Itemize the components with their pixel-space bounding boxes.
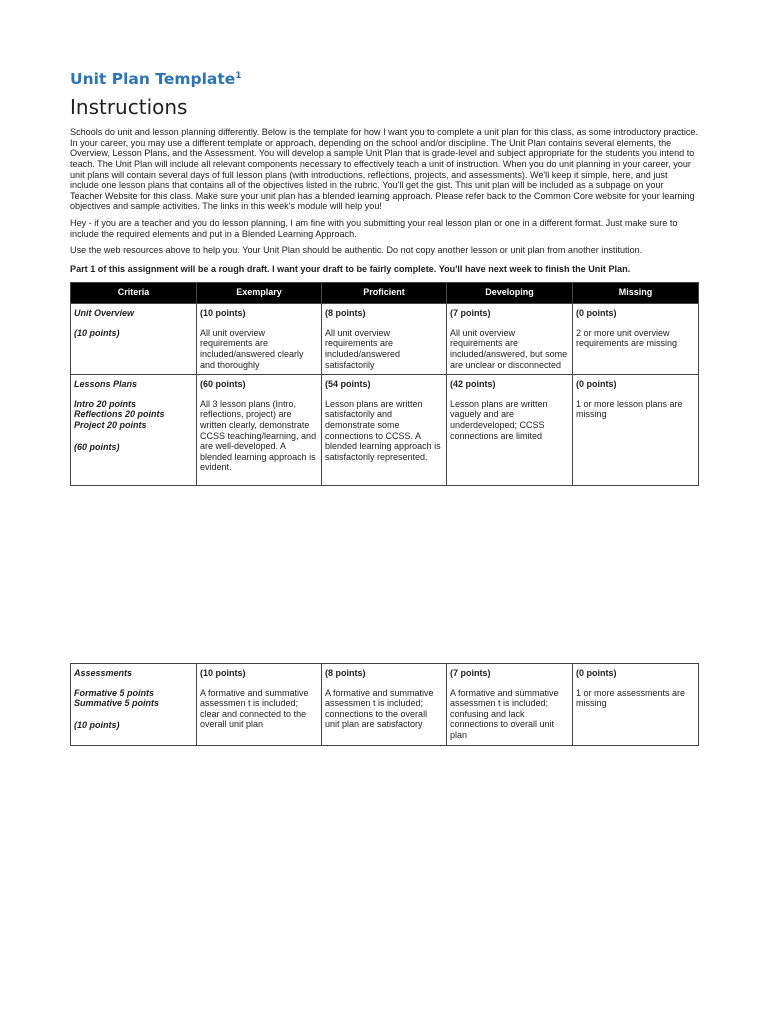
cell-description: A formative and summative assessmen t is included; clear and connected to the overall unit plan [200, 687, 309, 730]
criteria-points: (10 points) [74, 327, 120, 338]
header-criteria: Criteria [71, 283, 197, 304]
intro-paragraph: Schools do unit and lesson planning differently. Below is the template for how I want you to complete a unit plan for this class, as some introductory practice. In your career, you may use a different template or approach, depending on the school and/or discipline. The Unit Plan contains several elements, the Overview, Lesson Plans, and the Assessment. You will develop a sample Unit Plan that is grade-level and subject appropriate for the students you intend to teach. The Unit Plan will include all relevant components necessary to effectively teach a unit of instruction. When you do unit planning in your career, your unit plans will contain several days of full lesson plans (with introductions, reflections, projects, and assessments). We'll keep it simple, here, and just include one lesson plans that contains all of the objectives listed in the rubric. You'll get the gist. This unit plan will be included as a subpage on your Teacher Website for this class. Make sure your unit plan has a blended learning approach. Please refer back to the Common Core website for your learning objectives and sample activities. The links in this week's module will help you! [70, 127, 698, 212]
instructions-heading: Instructions [70, 95, 188, 120]
table-row-assessments [71, 664, 699, 746]
cell-points: (7 points) [450, 668, 491, 678]
cell-points: (7 points) [450, 308, 491, 319]
cell-points: (8 points) [325, 668, 366, 678]
header-proficient: Proficient [322, 283, 447, 304]
cell-points: (60 points) [200, 379, 246, 390]
cell-points: (10 points) [200, 668, 246, 678]
exemplary-cell [197, 375, 322, 486]
cell-points: (10 points) [200, 308, 246, 319]
exemplary-cell [197, 664, 322, 746]
footnote-marker: 1 [235, 71, 242, 81]
draft-note: Part 1 of this assignment will be a rough draft. I want your draft to be fairly complete. You'll have next week to finish the Unit Plan. [70, 263, 631, 274]
proficient-cell [322, 375, 447, 486]
cell-points: (0 points) [576, 379, 617, 390]
criteria-cell [71, 304, 197, 375]
cell-points: (8 points) [325, 308, 366, 319]
criteria-title: Lessons Plans [74, 379, 138, 390]
developing-cell [447, 304, 573, 375]
cell-points: (0 points) [576, 308, 617, 319]
proficient-cell [322, 304, 447, 375]
cell-description: 2 or more unit overview requirements are missing [576, 327, 678, 349]
document-title-text: Unit Plan Template [70, 70, 236, 89]
rubric-table [70, 282, 699, 486]
cell-description: All unit overview requirements are included/answered satisfactorily [325, 327, 401, 370]
criteria-points: (60 points) [74, 441, 120, 452]
missing-cell [573, 664, 699, 746]
cell-description: Lesson plans are written vaguely and are underdeveloped; CCSS connections are limited [450, 398, 548, 441]
table-row-unit-overview [71, 304, 699, 375]
header-missing: Missing [573, 283, 699, 304]
cell-points: (54 points) [325, 379, 371, 390]
proficient-cell [322, 664, 447, 746]
cell-description: 1 or more lesson plans are missing [576, 398, 683, 420]
document-title [70, 66, 698, 89]
criteria-sub-project: Project 20 points [74, 420, 147, 431]
cell-points: (42 points) [450, 379, 496, 390]
criteria-cell [71, 375, 197, 486]
developing-cell [447, 375, 573, 486]
missing-cell [573, 375, 699, 486]
criteria-sub-intro: Intro 20 points [74, 398, 137, 409]
cell-description: All unit overview requirements are included/answered clearly and thoroughly [200, 327, 304, 370]
criteria-cell [71, 664, 197, 746]
cell-description: 1 or more assessments are missing [576, 687, 686, 709]
criteria-sub-formative: Formative 5 points [74, 687, 155, 698]
rubric-header-row [71, 283, 699, 304]
developing-cell [447, 664, 573, 746]
header-exemplary: Exemplary [197, 283, 322, 304]
cell-description: A formative and summative assessmen t is included; connections to the overall unit plan are satisfactory [325, 687, 434, 730]
teacher-note-paragraph: Hey - if you are a teacher and you do lesson planning, I am fine with you submitting your real lesson plan or one in a different format. Just make sure to include the required elements and put in a Blended Learning Approach. [70, 217, 678, 239]
cell-points: (0 points) [576, 668, 617, 678]
criteria-title: Unit Overview [74, 308, 135, 319]
cell-description: Lesson plans are written satisfactorily and demonstrate some connections to CCSS. A blended learning approach is satisfactorily represented. [325, 398, 441, 462]
exemplary-cell [197, 304, 322, 375]
missing-cell [573, 304, 699, 375]
header-developing: Developing [447, 283, 573, 304]
cell-description: All unit overview requirements are included/answered, but some are unclear or disconnected [450, 327, 568, 370]
criteria-sub-summative: Summative 5 points [74, 698, 160, 709]
rubric-table-continued [70, 663, 699, 746]
resources-paragraph: Use the web resources above to help you. Your Unit Plan should be authentic. Do not copy another lesson or unit plan from another institution. [70, 245, 643, 256]
criteria-sub-reflections: Reflections 20 points [74, 409, 165, 420]
cell-description: All 3 lesson plans (Intro, reflections, project) are written clearly, demonstrate CCSS teaching/learning, and are well-developed. A blended learning approach is evident. [200, 398, 317, 473]
criteria-points: (10 points) [74, 719, 120, 730]
table-row-lesson-plans [71, 375, 699, 486]
cell-description: A formative and summative assessmen t is included; confusing and lack connections to overall unit plan [450, 687, 559, 740]
document-page [70, 66, 698, 486]
criteria-title: Assessments [74, 668, 133, 678]
